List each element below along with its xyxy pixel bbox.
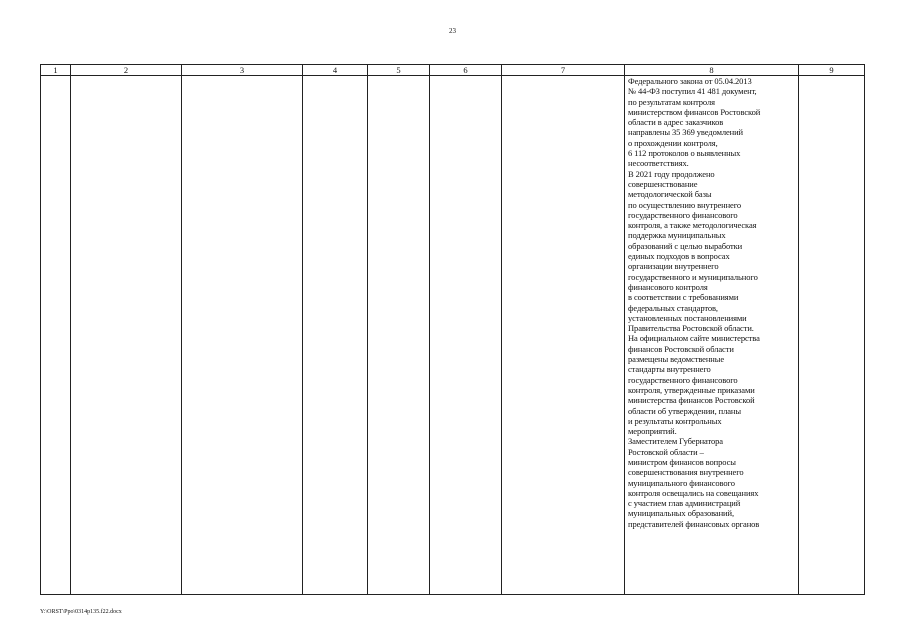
table-cell-col-7 (502, 76, 625, 595)
column-header-3: 3 (182, 65, 303, 76)
table-cell-col-6 (430, 76, 502, 595)
report-table (40, 64, 865, 595)
table-cell-col-3 (182, 76, 303, 595)
column-header-9: 9 (799, 65, 865, 76)
table-cell-col-4 (303, 76, 368, 595)
column-header-7: 7 (502, 65, 625, 76)
table-cell-col-8-text: Федерального закона от 05.04.2013 № 44-ФЗ поступил 41 481 документ, по результатам контроля министерством финансов Ростовской области в адрес заказчиков направлены 35 369 уведомлений о прохождении контроля, 6 112 протоколов о выявленных несоответствиях. В 2021 году продолжено совершенствование методологической базы по осуществлению внутреннего государственного финансового контроля, а также методологическая поддержка муниципальных образований с целью выработки единых подходов в вопросах организации внутреннего государственного и муниципального финансового контроля в соответствии с требованиями федеральных стандартов, установленных постановлениями Правительства Ростовской области. На официальном сайте министерства финансов Ростовской области размещены ведомственные стандарты внутреннего государственного финансового контроля, утвержденные приказами министерства финансов Ростовской области об утверждении, планы и результаты контрольных мероприятий. Заместителем Губернатора Ростовской области – министром финансов вопросы совершенствования внутреннего муниципального финансового контроля освещались на совещаниях с участием глав администраций муниципальных образований, представителей финансовых органов (625, 76, 799, 595)
page-number: 23 (449, 27, 456, 35)
column-number-row (41, 65, 865, 76)
column-header-2: 2 (71, 65, 182, 76)
column-header-4: 4 (303, 65, 368, 76)
table-cell-col-9 (799, 76, 865, 595)
column-header-1: 1 (41, 65, 71, 76)
table-cell-col-1 (41, 76, 71, 595)
column-header-6: 6 (430, 65, 502, 76)
footer-file-path: Y:\ORST\Ppo\0314p135.f22.docx (40, 609, 122, 615)
table-cell-col-2 (71, 76, 182, 595)
column-header-5: 5 (368, 65, 430, 76)
table-row (41, 76, 865, 595)
column-header-8: 8 (625, 65, 799, 76)
table-cell-col-5 (368, 76, 430, 595)
